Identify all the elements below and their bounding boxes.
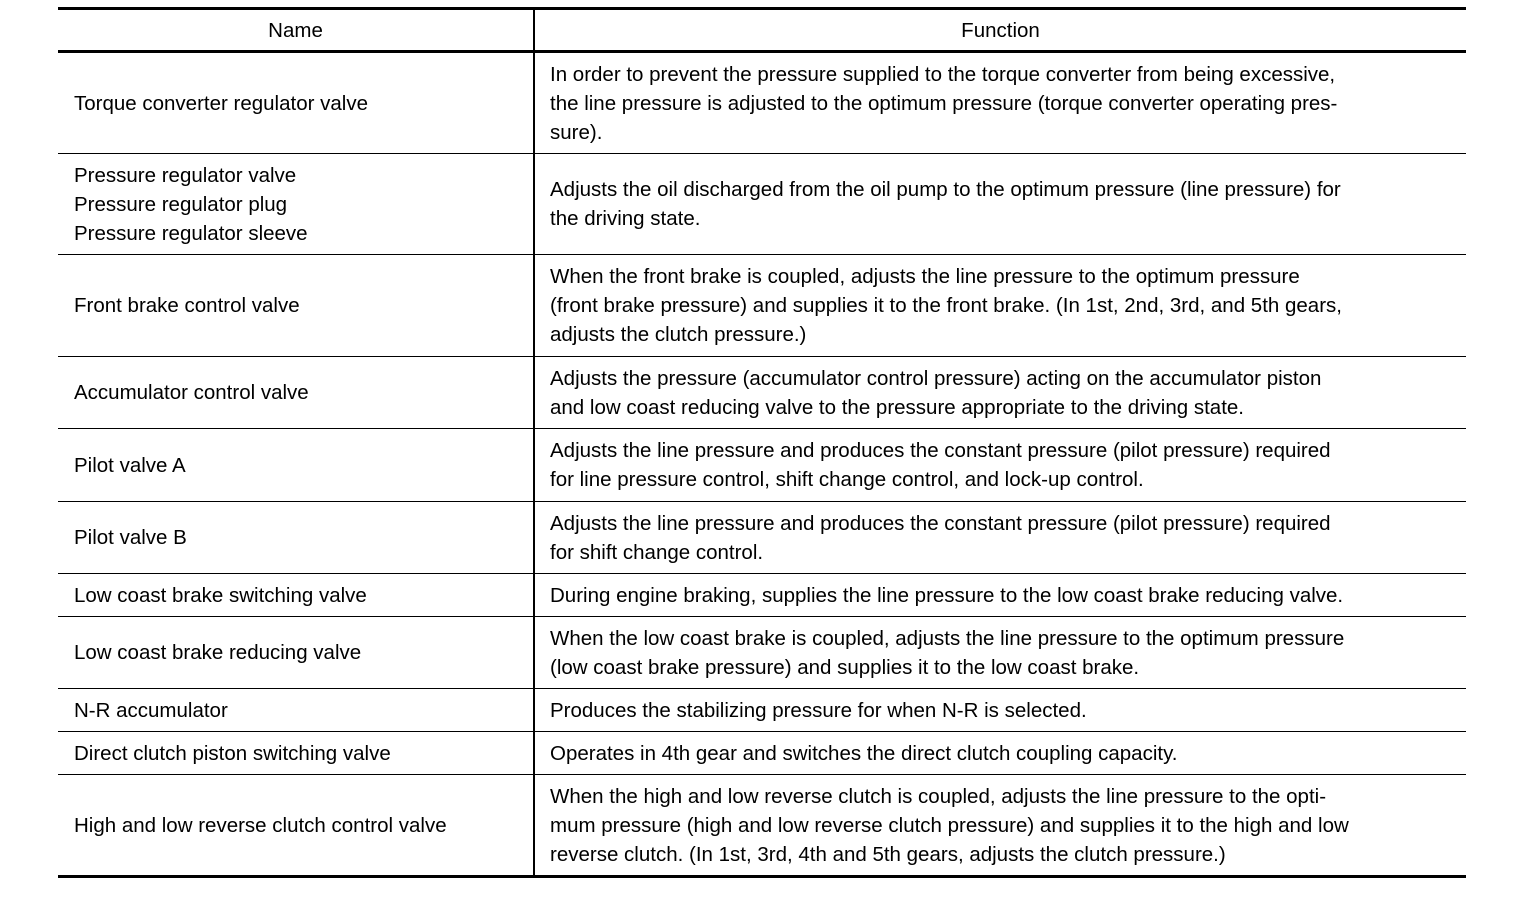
- table-row: [58, 357, 1466, 429]
- cell-function-line: In order to prevent the pressure supplied to the torque converter from being excessive,: [550, 62, 1336, 86]
- cell-function-line: sure).: [550, 120, 603, 144]
- cell-function: [534, 574, 1466, 617]
- table-row: [58, 574, 1466, 617]
- cell-function: [534, 502, 1466, 574]
- cell-name: [58, 502, 534, 574]
- column-header-function: Function: [534, 9, 1466, 52]
- table-row: [58, 732, 1466, 775]
- cell-function-line: mum pressure (high and low reverse clutch pressure) and supplies it to the high and low: [550, 813, 1349, 837]
- cell-function: [534, 617, 1466, 689]
- cell-function-line: reverse clutch. (In 1st, 3rd, 4th and 5th gears, adjusts the clutch pressure.): [550, 842, 1226, 866]
- table-row: [58, 429, 1466, 502]
- cell-name-line: Accumulator control valve: [74, 381, 309, 404]
- cell-function: [534, 154, 1466, 255]
- cell-function-line: (low coast brake pressure) and supplies it to the low coast brake.: [550, 655, 1140, 679]
- cell-name: [58, 574, 534, 617]
- cell-name: [58, 689, 534, 732]
- cell-name-line: Torque converter regulator valve: [74, 91, 368, 115]
- cell-function: [534, 732, 1466, 775]
- cell-name: [58, 429, 534, 502]
- cell-name-line: Pressure regulator sleeve: [74, 221, 308, 245]
- table-row: [58, 154, 1466, 255]
- cell-name-line: Low coast brake reducing valve: [74, 641, 362, 664]
- cell-function-line: When the front brake is coupled, adjusts the line pressure to the optimum pressure: [550, 265, 1300, 288]
- cell-function-line: the line pressure is adjusted to the optimum pressure (torque converter operating pres-: [550, 91, 1338, 115]
- table-header-row: [58, 9, 1466, 52]
- cell-function-line: Adjusts the line pressure and produces the constant pressure (pilot pressure) required: [550, 439, 1331, 462]
- cell-function-line: Operates in 4th gear and switches the direct clutch coupling capacity.: [550, 741, 1178, 765]
- cell-function: [534, 429, 1466, 502]
- cell-function-line: During engine braking, supplies the line pressure to the low coast brake reducing valve.: [550, 583, 1344, 607]
- cell-function-line: Adjusts the line pressure and produces the constant pressure (pilot pressure) required: [550, 511, 1331, 535]
- valve-function-table: [58, 7, 1466, 878]
- cell-name: [58, 52, 534, 154]
- cell-function: [534, 357, 1466, 429]
- cell-name-line: Low coast brake switching valve: [74, 583, 367, 607]
- cell-function-line: When the high and low reverse clutch is coupled, adjusts the line pressure to the opti-: [550, 784, 1327, 808]
- cell-function-line: the driving state.: [550, 207, 701, 230]
- cell-name: [58, 617, 534, 689]
- cell-name-line: Pilot valve A: [74, 453, 186, 477]
- cell-name: [58, 732, 534, 775]
- cell-function-line: adjusts the clutch pressure.): [550, 323, 807, 346]
- cell-function-line: Adjusts the oil discharged from the oil pump to the optimum pressure (line pressure) for: [550, 178, 1341, 201]
- cell-function-line: for line pressure control, shift change control, and lock-up control.: [550, 468, 1144, 491]
- cell-function-line: Adjusts the pressure (accumulator control pressure) acting on the accumulator piston: [550, 366, 1322, 390]
- cell-name: [58, 255, 534, 357]
- cell-function-line: for shift change control.: [550, 540, 764, 564]
- cell-function: [534, 775, 1466, 877]
- cell-name: [58, 357, 534, 429]
- table-row: [58, 52, 1466, 154]
- cell-name-line: High and low reverse clutch control valve: [74, 813, 447, 837]
- cell-function: [534, 52, 1466, 154]
- table-row: [58, 775, 1466, 877]
- table-row: [58, 255, 1466, 357]
- cell-function-line: (front brake pressure) and supplies it to the front brake. (In 1st, 2nd, 3rd, and 5th gears,: [550, 294, 1342, 317]
- cell-name-line: N-R accumulator: [74, 698, 228, 722]
- cell-function-line: Produces the stabilizing pressure for when N-R is selected.: [550, 698, 1087, 722]
- cell-function-line: When the low coast brake is coupled, adjusts the line pressure to the optimum pressure: [550, 626, 1345, 650]
- cell-function: [534, 255, 1466, 357]
- cell-name: [58, 154, 534, 255]
- cell-name-line: Front brake control valve: [74, 294, 300, 317]
- table-row: [58, 617, 1466, 689]
- table-row: [58, 689, 1466, 732]
- table-body: [58, 52, 1466, 877]
- table-row: [58, 502, 1466, 574]
- cell-function: [534, 689, 1466, 732]
- cell-name: [58, 775, 534, 877]
- cell-name-line: Pressure regulator plug: [74, 192, 288, 216]
- cell-name-line: Pressure regulator valve: [74, 163, 297, 187]
- cell-name-line: Pilot valve B: [74, 526, 187, 549]
- cell-function-line: and low coast reducing valve to the pressure appropriate to the driving state.: [550, 395, 1244, 419]
- cell-name-line: Direct clutch piston switching valve: [74, 741, 391, 765]
- column-header-name: Name: [58, 9, 534, 52]
